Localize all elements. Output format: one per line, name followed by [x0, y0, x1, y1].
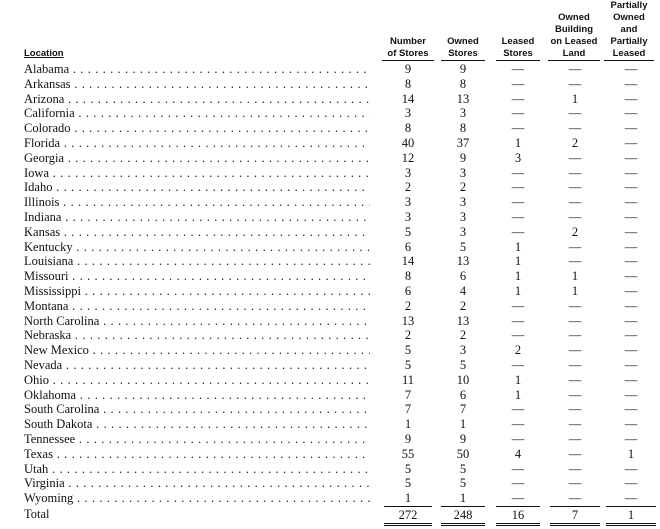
total-number-of-stores: 272	[384, 506, 432, 526]
owned-stores-cell: 1	[459, 491, 467, 506]
partially-owned-partially-leased-cell: —	[624, 239, 638, 254]
partially-owned-partially-leased-cell: —	[624, 165, 638, 180]
number-of-stores-cell: 5	[404, 476, 412, 491]
owned-stores-cell: 1	[459, 417, 467, 432]
partially-owned-partially-leased-cell: —	[624, 461, 638, 476]
partially-owned-partially-leased-cell: —	[624, 76, 638, 91]
number-of-stores-cell: 14	[401, 254, 415, 269]
leased-stores-cell: 2	[514, 343, 522, 358]
partially-owned-partially-leased-cell: —	[624, 328, 638, 343]
table-row	[0, 269, 660, 284]
owned-stores-cell: 3	[459, 195, 467, 210]
header-partially-owned-partially-leased: Partially Owned and Partially Leased	[604, 0, 654, 61]
owned-building-on-leased-land-cell: —	[568, 446, 582, 461]
owned-building-on-leased-land-cell: —	[568, 357, 582, 372]
total-owned-building-on-leased-land: 7	[550, 506, 600, 526]
number-of-stores-cell: 7	[404, 387, 412, 402]
location-cell: North Carolina . . .	[24, 314, 370, 329]
partially-owned-partially-leased-cell: —	[624, 283, 638, 298]
owned-stores-cell: 10	[456, 372, 470, 387]
location-cell: Kentucky . . .	[24, 240, 370, 255]
location-cell: Tennessee . . .	[24, 432, 370, 447]
store-table-body	[0, 62, 660, 506]
leased-stores-cell: —	[511, 195, 525, 210]
number-of-stores-cell: 5	[404, 343, 412, 358]
partially-owned-partially-leased-cell: —	[624, 91, 638, 106]
owned-stores-cell: 37	[456, 135, 470, 150]
owned-stores-cell: 13	[456, 91, 470, 106]
number-of-stores-cell: 13	[401, 313, 415, 328]
number-of-stores-cell: 14	[401, 91, 415, 106]
number-of-stores-cell: 9	[404, 431, 412, 446]
location-cell: Montana . . .	[24, 299, 370, 314]
owned-building-on-leased-land-cell: —	[568, 165, 582, 180]
location-cell: Iowa . . .	[24, 166, 370, 181]
number-of-stores-cell: 5	[404, 224, 412, 239]
owned-building-on-leased-land-cell: 1	[571, 91, 579, 106]
table-row	[0, 195, 660, 210]
owned-building-on-leased-land-cell: —	[568, 180, 582, 195]
leased-stores-cell: —	[511, 402, 525, 417]
partially-owned-partially-leased-cell: —	[624, 343, 638, 358]
owned-building-on-leased-land-cell: —	[568, 372, 582, 387]
location-cell: Utah . . .	[24, 462, 370, 477]
number-of-stores-cell: 5	[404, 357, 412, 372]
location-cell: Ohio . . .	[24, 373, 370, 388]
partially-owned-partially-leased-cell: 1	[627, 446, 635, 461]
owned-building-on-leased-land-cell: 2	[571, 135, 579, 150]
location-cell: Nevada . . .	[24, 358, 370, 373]
leased-stores-cell: 1	[514, 135, 522, 150]
leased-stores-cell: —	[511, 417, 525, 432]
location-cell: Colorado . . .	[24, 121, 370, 136]
owned-stores-cell: 3	[459, 106, 467, 121]
location-cell: South Dakota . . .	[24, 417, 370, 432]
location-cell: South Carolina . . .	[24, 402, 370, 417]
table-row	[0, 166, 660, 181]
table-row	[0, 462, 660, 477]
location-cell: Arizona . . .	[24, 92, 370, 107]
owned-building-on-leased-land-cell: —	[568, 150, 582, 165]
owned-building-on-leased-land-cell: —	[568, 431, 582, 446]
table-row	[0, 314, 660, 329]
partially-owned-partially-leased-cell: —	[624, 254, 638, 269]
header-location: Location	[24, 48, 64, 59]
number-of-stores-cell: 2	[404, 328, 412, 343]
partially-owned-partially-leased-cell: —	[624, 417, 638, 432]
owned-stores-cell: 5	[459, 476, 467, 491]
total-leased-stores: 16	[496, 506, 540, 526]
owned-building-on-leased-land-cell: —	[568, 417, 582, 432]
owned-building-on-leased-land-cell: —	[568, 402, 582, 417]
partially-owned-partially-leased-cell: —	[624, 150, 638, 165]
table-row	[0, 358, 660, 373]
leased-stores-cell: 1	[514, 269, 522, 284]
leased-stores-cell: 1	[514, 239, 522, 254]
leased-stores-cell: —	[511, 298, 525, 313]
table-row	[0, 210, 660, 225]
table-row	[0, 180, 660, 195]
location-cell: Alabama . . .	[24, 62, 370, 77]
partially-owned-partially-leased-cell: —	[624, 195, 638, 210]
leased-stores-cell: —	[511, 62, 525, 76]
owned-stores-cell: 8	[459, 76, 467, 91]
partially-owned-partially-leased-cell: —	[624, 313, 638, 328]
leased-stores-cell: —	[511, 476, 525, 491]
total-partially-owned-partially-leased: 1	[606, 506, 656, 526]
total-row	[0, 506, 660, 522]
table-row	[0, 343, 660, 358]
partially-owned-partially-leased-cell: —	[624, 224, 638, 239]
table-row	[0, 417, 660, 432]
owned-stores-cell: 4	[459, 283, 467, 298]
number-of-stores-cell: 6	[404, 283, 412, 298]
location-cell: New Mexico . . .	[24, 343, 370, 358]
owned-building-on-leased-land-cell: —	[568, 491, 582, 506]
location-cell: Arkansas . . .	[24, 77, 370, 92]
leased-stores-cell: 1	[514, 254, 522, 269]
location-cell: Missouri . . .	[24, 269, 370, 284]
leased-stores-cell: —	[511, 76, 525, 91]
number-of-stores-cell: 5	[404, 461, 412, 476]
owned-building-on-leased-land-cell: —	[568, 476, 582, 491]
leased-stores-cell: 4	[514, 446, 522, 461]
table-row	[0, 373, 660, 388]
leased-stores-cell: —	[511, 357, 525, 372]
table-row	[0, 284, 660, 299]
partially-owned-partially-leased-cell: —	[624, 121, 638, 136]
partially-owned-partially-leased-cell: —	[624, 62, 638, 76]
number-of-stores-cell: 9	[404, 62, 412, 76]
location-cell: Nebraska . . .	[24, 328, 370, 343]
partially-owned-partially-leased-cell: —	[624, 431, 638, 446]
location-cell: Georgia . . .	[24, 151, 370, 166]
table-row	[0, 432, 660, 447]
partially-owned-partially-leased-cell: —	[624, 135, 638, 150]
leased-stores-cell: 1	[514, 283, 522, 298]
table-row	[0, 388, 660, 403]
partially-owned-partially-leased-cell: —	[624, 180, 638, 195]
number-of-stores-cell: 3	[404, 195, 412, 210]
number-of-stores-cell: 12	[401, 150, 415, 165]
owned-building-on-leased-land-cell: —	[568, 298, 582, 313]
number-of-stores-cell: 55	[401, 446, 415, 461]
number-of-stores-cell: 40	[401, 135, 415, 150]
owned-stores-cell: 3	[459, 165, 467, 180]
number-of-stores-cell: 1	[404, 417, 412, 432]
table-row	[0, 328, 660, 343]
leased-stores-cell: —	[511, 431, 525, 446]
leased-stores-cell: —	[511, 121, 525, 136]
owned-stores-cell: 5	[459, 357, 467, 372]
number-of-stores-cell: 8	[404, 76, 412, 91]
owned-stores-cell: 5	[459, 239, 467, 254]
partially-owned-partially-leased-cell: —	[624, 269, 638, 284]
header-owned-stores: Owned Stores	[441, 36, 485, 61]
leased-stores-cell: —	[511, 165, 525, 180]
owned-building-on-leased-land-cell: —	[568, 343, 582, 358]
leased-stores-cell: —	[511, 180, 525, 195]
table-row	[0, 77, 660, 92]
partially-owned-partially-leased-cell: —	[624, 209, 638, 224]
owned-stores-cell: 2	[459, 328, 467, 343]
location-cell: Virginia . . .	[24, 476, 370, 491]
owned-stores-cell: 5	[459, 461, 467, 476]
partially-owned-partially-leased-cell: —	[624, 476, 638, 491]
table-row	[0, 121, 660, 136]
owned-stores-cell: 2	[459, 298, 467, 313]
table-row	[0, 225, 660, 240]
owned-building-on-leased-land-cell: 1	[571, 283, 579, 298]
owned-stores-cell: 6	[459, 387, 467, 402]
table-row	[0, 240, 660, 255]
location-cell: Idaho . . .	[24, 180, 370, 195]
location-cell: California . . .	[24, 106, 370, 121]
leased-stores-cell: 1	[514, 372, 522, 387]
header-leased-stores: Leased Stores	[496, 36, 540, 61]
leased-stores-cell: —	[511, 313, 525, 328]
owned-building-on-leased-land-cell: —	[568, 121, 582, 136]
owned-building-on-leased-land-cell: —	[568, 254, 582, 269]
partially-owned-partially-leased-cell: —	[624, 372, 638, 387]
owned-building-on-leased-land-cell: —	[568, 106, 582, 121]
location-cell: Texas . . .	[24, 447, 370, 462]
owned-stores-cell: 13	[456, 313, 470, 328]
owned-building-on-leased-land-cell: —	[568, 76, 582, 91]
owned-building-on-leased-land-cell: 2	[571, 224, 579, 239]
header-number-of-stores: Number of Stores	[382, 36, 434, 61]
owned-building-on-leased-land-cell: —	[568, 239, 582, 254]
owned-stores-cell: 7	[459, 402, 467, 417]
partially-owned-partially-leased-cell: —	[624, 298, 638, 313]
number-of-stores-cell: 7	[404, 402, 412, 417]
leased-stores-cell: —	[511, 91, 525, 106]
leased-stores-cell: —	[511, 209, 525, 224]
partially-owned-partially-leased-cell: —	[624, 387, 638, 402]
leased-stores-cell: 3	[514, 150, 522, 165]
table-row	[0, 299, 660, 314]
table-row	[0, 136, 660, 151]
owned-stores-cell: 6	[459, 269, 467, 284]
number-of-stores-cell: 3	[404, 106, 412, 121]
location-cell: Wyoming . . .	[24, 491, 370, 506]
location-cell: Illinois . . .	[24, 195, 370, 210]
number-of-stores-cell: 3	[404, 165, 412, 180]
table-row	[0, 254, 660, 269]
location-cell: Mississippi . . .	[24, 284, 370, 299]
header-owned-building-on-leased-land: Owned Building on Leased Land	[548, 12, 600, 61]
owned-stores-cell: 3	[459, 224, 467, 239]
owned-building-on-leased-land-cell: —	[568, 209, 582, 224]
table-row	[0, 92, 660, 107]
owned-stores-cell: 13	[456, 254, 470, 269]
owned-stores-cell: 50	[456, 446, 470, 461]
number-of-stores-cell: 2	[404, 180, 412, 195]
total-owned-stores: 248	[441, 506, 485, 526]
owned-building-on-leased-land-cell: —	[568, 328, 582, 343]
table-row	[0, 151, 660, 166]
owned-stores-cell: 8	[459, 121, 467, 136]
owned-stores-cell: 3	[459, 343, 467, 358]
owned-building-on-leased-land-cell: —	[568, 461, 582, 476]
total-label: Total	[24, 507, 50, 521]
owned-building-on-leased-land-cell: —	[568, 62, 582, 76]
leased-stores-cell: —	[511, 328, 525, 343]
owned-building-on-leased-land-cell: 1	[571, 269, 579, 284]
leased-stores-cell: —	[511, 491, 525, 506]
owned-stores-cell: 3	[459, 209, 467, 224]
table-row	[0, 491, 660, 506]
number-of-stores-cell: 1	[404, 491, 412, 506]
number-of-stores-cell: 11	[401, 372, 415, 387]
number-of-stores-cell: 3	[404, 209, 412, 224]
owned-stores-cell: 9	[459, 62, 467, 76]
owned-building-on-leased-land-cell: —	[568, 387, 582, 402]
owned-stores-cell: 9	[459, 150, 467, 165]
leased-stores-cell: 1	[514, 387, 522, 402]
partially-owned-partially-leased-cell: —	[624, 106, 638, 121]
number-of-stores-cell: 6	[404, 239, 412, 254]
owned-building-on-leased-land-cell: —	[568, 313, 582, 328]
location-cell: Indiana . . .	[24, 210, 370, 225]
leased-stores-cell: —	[511, 461, 525, 476]
owned-stores-cell: 9	[459, 431, 467, 446]
number-of-stores-cell: 2	[404, 298, 412, 313]
table-row	[0, 476, 660, 491]
owned-building-on-leased-land-cell: —	[568, 195, 582, 210]
partially-owned-partially-leased-cell: —	[624, 491, 638, 506]
location-cell: Louisiana . . .	[24, 254, 370, 269]
table-row	[0, 402, 660, 417]
partially-owned-partially-leased-cell: —	[624, 402, 638, 417]
table-row	[0, 106, 660, 121]
number-of-stores-cell: 8	[404, 269, 412, 284]
number-of-stores-cell: 8	[404, 121, 412, 136]
table-row	[0, 62, 660, 77]
partially-owned-partially-leased-cell: —	[624, 357, 638, 372]
location-cell: Florida . . .	[24, 136, 370, 151]
leased-stores-cell: —	[511, 224, 525, 239]
location-cell: Kansas . . .	[24, 225, 370, 240]
leased-stores-cell: —	[511, 106, 525, 121]
location-cell: Oklahoma . . .	[24, 388, 370, 403]
owned-stores-cell: 2	[459, 180, 467, 195]
table-row	[0, 447, 660, 462]
